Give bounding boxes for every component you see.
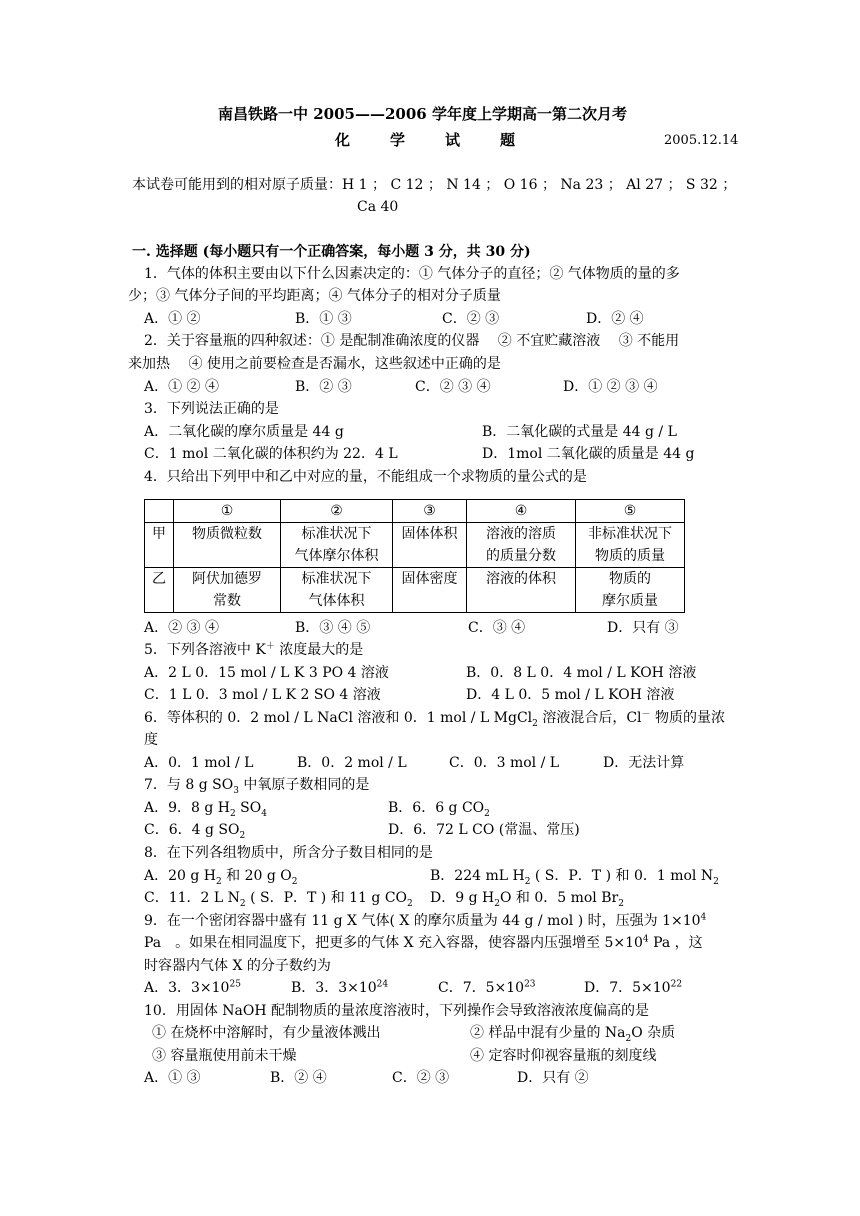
q5-stem: 5．下列各溶液中 K＋ 浓度最大的是 — [144, 641, 364, 658]
q3-option-d: D．1mol 二氧化碳的质量是 44 g — [482, 446, 695, 462]
q1-stem-cont: 少；③ 气体分子间的平均距离；④ 气体分子的相对分子质量 — [128, 288, 501, 304]
q1-option-b: B．① ③ — [295, 311, 352, 327]
table-header-cell: ② — [281, 500, 393, 523]
q2-stem-cont: 来加热 ④ 使用之前要检查是否漏水，这些叙述中正确的是 — [128, 356, 501, 372]
q5-option-c: C．1 L 0．3 mol / L K 2 SO 4 溶液 — [144, 687, 381, 703]
q9-stem-cont2: 时容器内气体 X 的分子数约为 — [144, 958, 331, 974]
table-cell: 非标准状况下 物质的质量 — [576, 523, 685, 568]
q10-option-c: C．② ③ — [392, 1070, 450, 1086]
table-cell: 溶液的溶质 的质量分数 — [467, 523, 576, 568]
q4-stem: 4．只给出下列甲中和乙中对应的量，不能组成一个求物质的量公式的是 — [144, 469, 587, 485]
q8-stem: 8．在下列各组物质中，所含分子数目相同的是 — [144, 845, 433, 861]
q5-option-b: B．0．8 L 0．4 mol / L KOH 溶液 — [466, 665, 697, 681]
table-cell: 标准状况下 气体摩尔体积 — [281, 523, 393, 568]
q1-option-d: D．② ④ — [586, 311, 644, 327]
q5-option-d: D．4 L 0．5 mol / L KOH 溶液 — [466, 687, 675, 703]
q2-option-c: C．② ③ ④ — [415, 379, 491, 395]
q8-option-d: D．9 g $H_2O$ 和 0．5 mol $Br_2$ — [430, 890, 624, 909]
q2-stem: 2．关于容量瓶的四种叙述：① 是配制准确浓度的仪器 ② 不宜贮藏溶液 ③ 不能用 — [144, 333, 680, 349]
table-header-cell: ④ — [467, 500, 576, 523]
q3-stem: 3．下列说法正确的是 — [144, 401, 279, 417]
q7-option-b: B．6．6 g $CO_2$ — [388, 800, 490, 819]
section-heading: 一. 选择题 (每小题只有一个正确答案，每小题 3 分，共 30 分) — [132, 244, 531, 260]
table-header-cell: ③ — [393, 500, 467, 523]
q6-option-d: D．无法计算 — [603, 755, 685, 771]
q2-option-a: A．① ② ④ — [144, 379, 220, 395]
q9-option-c: C．7．$5\times 10^{23}$ — [438, 979, 536, 996]
q2-option-b: B．② ③ — [295, 379, 352, 395]
q9-stem-cont: Pa 。如果在相同温度下，把更多的气体 X 充入容器，使容器内压强增至 $5\times 10^4$ Pa ，这 — [144, 934, 703, 951]
q3-option-b: B．二氧化碳的式量是 44 g / L — [482, 424, 677, 440]
q3-option-c: C．1 mol 二氧化碳的体积约为 22．4 L — [144, 446, 398, 462]
q6-option-c: C．0．3 mol / L — [449, 755, 560, 771]
q8-option-a: A．20 g $H_2$ 和 20 g $O_2$ — [144, 868, 298, 887]
q6-stem: 6．等体积的 0．2 mol / L NaCl 溶液和 0．1 mol / L MgCl$_2$ 溶液混合后，Cl－ 物质的量浓 — [144, 709, 725, 729]
q1-stem: 1．气体的体积主要由以下什么因素决定的：① 气体分子的直径；② 气体物质的量的多 — [144, 266, 680, 282]
q10-statement-2: ② 样品中混有少量的 $Na_2O$ 杂质 — [470, 1025, 676, 1044]
table-header-cell: ① — [174, 500, 281, 523]
q6-stem-cont: 度 — [144, 732, 158, 748]
q9-option-a: A．3．$3\times 10^{25}$ — [144, 979, 241, 996]
q4-option-c: C．③ ④ — [468, 620, 526, 636]
q8-option-b: B．224 mL $H_2$ ( S．P．T ) 和 0．1 mol $N_2$ — [430, 868, 719, 887]
q10-option-d: D．只有 ② — [517, 1070, 589, 1086]
table-cell: 固体密度 — [393, 568, 467, 613]
exam-title: 南昌铁路一中 2005——2006 学年度上学期高一第二次月考 — [218, 105, 627, 123]
q10-statement-4: ④ 定容时仰视容量瓶的刻度线 — [470, 1048, 657, 1064]
q10-statement-3: ③ 容量瓶使用前未干燥 — [152, 1048, 297, 1064]
exam-subtitle: 化学试题 — [335, 131, 556, 149]
table-cell: 物质的 摩尔质量 — [576, 568, 685, 613]
atomic-mass-note-cont: Ca 40 — [357, 199, 399, 215]
table-cell: 阿伏加德罗 常数 — [174, 568, 281, 613]
q10-stem: 10．用固体 NaOH 配制物质的量浓度溶液时，下列操作会导致溶液浓度偏高的是 — [144, 1003, 649, 1019]
table-row-label: 乙 — [145, 568, 174, 613]
q1-option-a: A．① ② — [144, 311, 201, 327]
table-cell: 固体体积 — [393, 523, 467, 568]
q6-option-b: B．0．2 mol / L — [297, 755, 407, 771]
exam-date: 2005.12.14 — [664, 133, 739, 148]
q7-stem: 7．与 8 g $SO_3$ 中氧原子数相同的是 — [144, 777, 370, 796]
q1-option-c: C．② ③ — [442, 311, 500, 327]
q6-option-a: A．0．1 mol / L — [144, 755, 254, 771]
q5-option-a: A．2 L 0．15 mol / L K 3 PO 4 溶液 — [144, 665, 389, 681]
q4-table — [144, 499, 685, 613]
atomic-mass-note: 本试卷可能用到的相对原子质量：H 1 ； C 12 ； N 14 ； O 16 ； Na 23 ； Al 27 ； S 32 ； — [132, 177, 737, 193]
q7-option-a: A．9．8 g $H_2$ $SO_4$ — [144, 800, 267, 819]
table-cell: 标准状况下 气体体积 — [281, 568, 393, 613]
table-cell: 溶液的体积 — [467, 568, 576, 613]
q4-option-b: B．③ ④ ⑤ — [295, 620, 371, 636]
table-corner-cell — [145, 500, 174, 523]
q4-option-d: D．只有 ③ — [607, 620, 679, 636]
table-cell: 物质微粒数 — [174, 523, 281, 568]
table-header-cell: ⑤ — [576, 500, 685, 523]
q10-option-a: A．① ③ — [144, 1070, 201, 1086]
q10-option-b: B．② ④ — [270, 1070, 327, 1086]
q7-option-c: C．6．4 g $SO_2$ — [144, 822, 246, 841]
q9-option-d: D．7．$5\times 10^{22}$ — [584, 979, 683, 996]
table-row-label: 甲 — [145, 523, 174, 568]
q8-option-c: C．11．2 L $N_2$ ( S．P．T ) 和 11 g $CO_2$ — [144, 890, 413, 909]
q9-stem: 9．在一个密闭容器中盛有 11 g X 气体( X 的摩尔质量为 44 g / mol ) 时，压强为 $1\times 10^4$ — [144, 912, 707, 929]
q2-option-d: D．① ② ③ ④ — [563, 379, 658, 395]
q3-option-a: A．二氧化碳的摩尔质量是 44 g — [144, 424, 344, 440]
q9-option-b: B．3．$3\times 10^{24}$ — [291, 979, 389, 996]
q7-option-d: D．6．72 L CO (常温、常压) — [388, 822, 580, 838]
q10-statement-1: ① 在烧杯中溶解时，有少量液体溅出 — [152, 1025, 381, 1041]
q4-option-a: A．② ③ ④ — [144, 620, 220, 636]
